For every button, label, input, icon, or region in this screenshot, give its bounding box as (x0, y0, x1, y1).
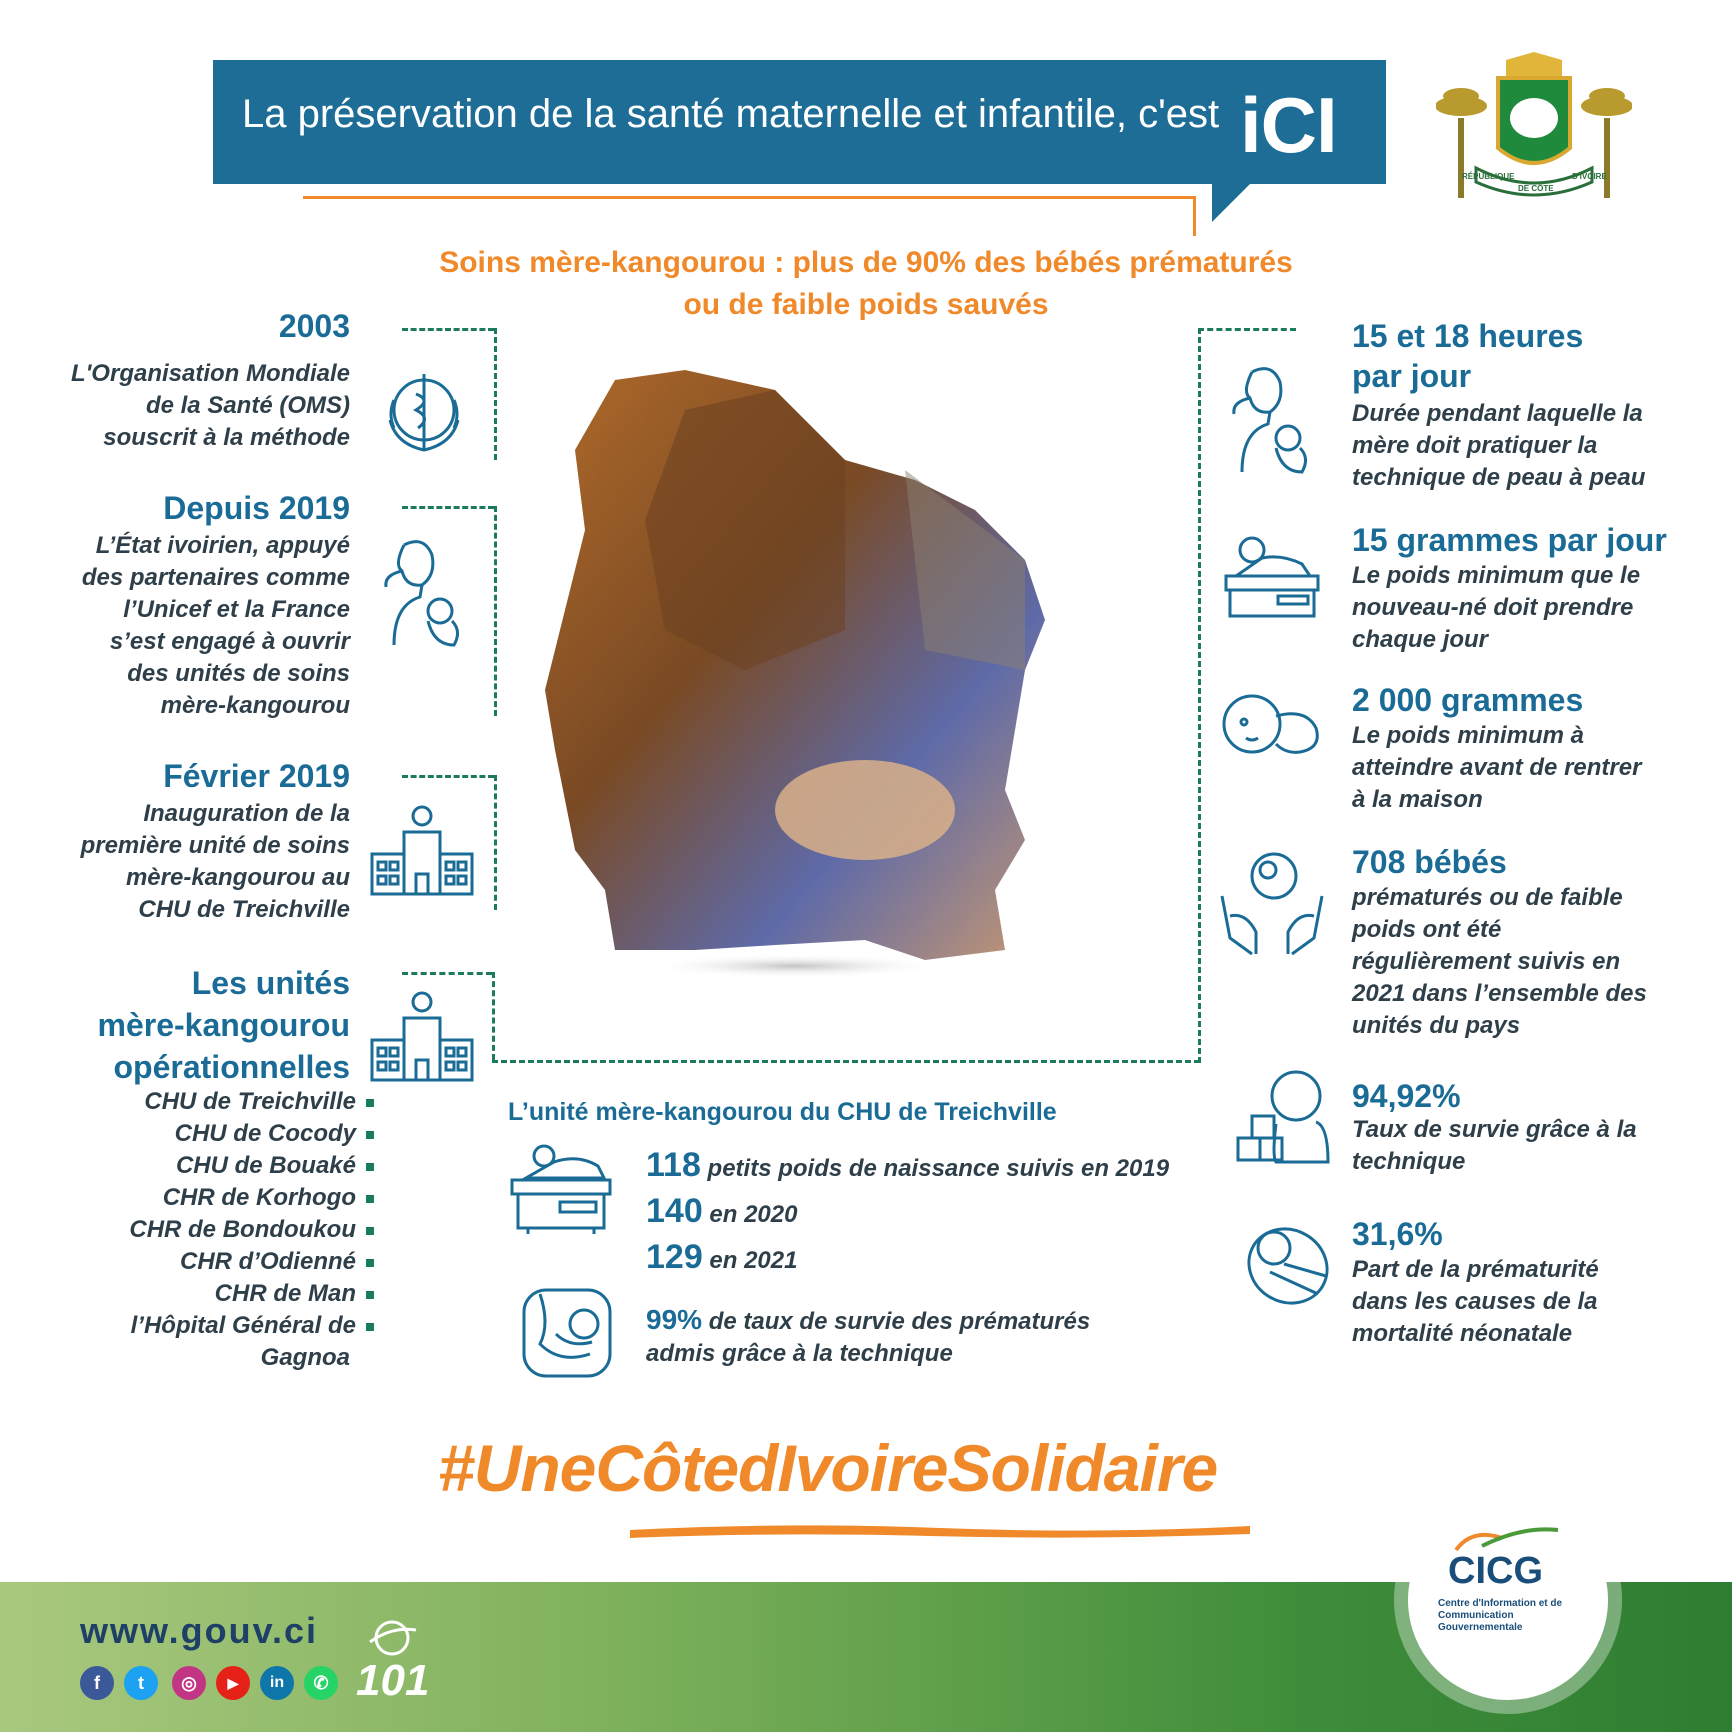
text-line: Le poids minimum que le (1352, 562, 1641, 589)
text-line: des unités de soins (127, 660, 350, 687)
right-item-title: 31,6% (1352, 1216, 1443, 1252)
units-list (40, 1086, 374, 1374)
text-line: l’Unicef et la France (123, 596, 350, 623)
survival-text: de taux de survie des prématurés (708, 1308, 1091, 1335)
text-line: Inauguration de la (143, 800, 350, 827)
left-item-title: 2003 (278, 308, 350, 344)
text-line: prématurés ou de faible (1352, 884, 1623, 911)
who-emblem-icon (376, 364, 472, 460)
hands-fetus-icon (1216, 846, 1328, 958)
right-item-title: 2 000 grammes (1352, 682, 1584, 718)
title-line: par jour (1352, 358, 1472, 394)
newborn-icon (1216, 688, 1328, 768)
stat-value: 118 (646, 1146, 701, 1184)
right-item-title: 94,92% (1352, 1078, 1461, 1114)
left-item-text (20, 530, 350, 722)
list-item: CHR d’Odienné (40, 1246, 374, 1278)
connector-line (402, 506, 494, 509)
right-item-title: 708 bébés (1352, 844, 1507, 880)
connector-line (494, 328, 497, 460)
connector-line (402, 328, 494, 331)
banner-ici: iCI (1240, 81, 1337, 169)
right-item-text (1352, 720, 1641, 816)
survival-line (646, 1304, 1090, 1338)
mother-baby-icon (374, 535, 474, 655)
list-item: l’Hôpital Général de (40, 1310, 374, 1342)
mother-baby-icon (1222, 362, 1322, 482)
text-line: mère-kangourou (160, 692, 350, 719)
connector-line (494, 775, 497, 910)
text-line: première unité de soins (80, 832, 350, 859)
text-line: souscrit à la méthode (103, 424, 350, 451)
hashtag: #UneCôtedIvoireSolidaire (438, 1431, 1218, 1505)
survival-block (646, 1304, 1090, 1370)
list-item: CHU de Treichville (40, 1086, 374, 1118)
text-line: Taux de survie grâce à la (1352, 1116, 1637, 1143)
stat-value: 140 (646, 1192, 703, 1230)
stat-text: petits poids de naissance suivis en 2019 (707, 1155, 1170, 1182)
headline (380, 242, 1352, 326)
twitter-icon[interactable]: t (124, 1666, 158, 1700)
text-line: technique (1352, 1148, 1466, 1175)
text-line: 2021 dans l’ensemble des (1352, 980, 1647, 1007)
connector-line (1198, 328, 1296, 331)
cicg-name: CICG (1448, 1550, 1543, 1592)
text-line: régulièrement suivis en (1352, 948, 1621, 975)
text-line: nouveau-né doit prendre (1352, 594, 1634, 621)
orange-rule (303, 196, 1196, 199)
emblem-text-right: D'IVOIRE (1572, 172, 1607, 181)
units-title-line: opérationnelles (113, 1049, 350, 1085)
text-line: Durée pendant laquelle la (1352, 400, 1643, 427)
banner-title: La préservation de la santé maternelle et infantile, c'est (242, 92, 1220, 136)
whatsapp-icon[interactable]: ✆ (304, 1666, 338, 1700)
list-item: CHR de Bondoukou (40, 1214, 374, 1246)
list-item: CHR de Korhogo (40, 1182, 374, 1214)
connector-line (1198, 328, 1201, 1063)
right-item-title: 15 grammes par jour (1352, 522, 1667, 558)
right-item-text (1352, 1114, 1637, 1178)
connector-line (492, 1060, 1200, 1063)
banner-tail (1212, 182, 1252, 222)
right-item-text (1352, 398, 1645, 494)
text-line: chaque jour (1352, 626, 1489, 653)
swaddled-baby-icon (1240, 1216, 1336, 1312)
list-item: CHR de Man (40, 1278, 374, 1310)
stat-row (646, 1236, 1169, 1282)
youtube-icon[interactable]: ▶ (216, 1666, 250, 1700)
text-line: des partenaires comme (81, 564, 350, 591)
connector-line (402, 972, 492, 975)
units-title-line: mère-kangourou (97, 1007, 350, 1043)
headline-line-1: Soins mère-kangourou : plus de 90% des bébés prématurés (439, 246, 1293, 279)
stat-row (646, 1190, 1169, 1236)
mother-baby-photo (545, 370, 1145, 980)
emblem-text-mid: DE CÔTE (1518, 184, 1554, 193)
text-line: unités du pays (1352, 1012, 1521, 1039)
headline-line-2: ou de faible poids sauvés (683, 288, 1049, 321)
survival-value: 99% (646, 1304, 703, 1335)
text-line: de la Santé (OMS) (145, 392, 350, 419)
cicg-subtitle: Centre d'Information et de Communication Gouvernementale (1438, 1598, 1563, 1633)
hospital-icon (368, 990, 478, 1082)
hospital-icon (368, 804, 478, 896)
units-title (80, 962, 350, 1088)
treichville-title: L’unité mère-kangourou du CHU de Treichville (508, 1098, 1057, 1126)
list-item: Gagnoa (260, 1344, 350, 1371)
globe-icon (366, 1616, 420, 1660)
connector-line (492, 972, 495, 1060)
text-line: mortalité néonatale (1352, 1320, 1573, 1347)
left-item-text (20, 798, 350, 926)
stat-text: en 2020 (709, 1201, 798, 1228)
text-line: Le poids minimum à (1352, 722, 1585, 749)
text-line: atteindre avant de rentrer (1352, 754, 1642, 781)
list-item: CHU de Cocody (40, 1118, 374, 1150)
treichville-stats (646, 1144, 1169, 1282)
text-line: à la maison (1352, 786, 1483, 813)
left-item-text (20, 358, 350, 454)
text-line: mère doit pratiquer la (1352, 432, 1598, 459)
stat-value: 129 (646, 1238, 703, 1276)
text-line: L’État ivoirien, appuyé (95, 532, 350, 559)
text-line: CHU de Treichville (138, 896, 350, 923)
breastfeeding-icon (520, 1284, 614, 1380)
text-line: s’est engagé à ouvrir (109, 628, 350, 655)
right-item-text (1352, 560, 1640, 656)
website-link[interactable]: www.gouv.ci (80, 1610, 319, 1651)
text-line: technique de peau à peau (1352, 464, 1646, 491)
right-item-title (1352, 316, 1583, 396)
linkedin-icon[interactable]: in (260, 1666, 294, 1700)
hotline-number: 101 (356, 1656, 430, 1705)
title-line: 15 et 18 heures (1352, 318, 1584, 354)
list-item: CHU de Bouaké (40, 1150, 374, 1182)
left-item-title: Février 2019 (163, 758, 350, 794)
right-item-text (1352, 882, 1647, 1042)
orange-rule-vertical (1193, 196, 1196, 236)
stat-text: en 2021 (709, 1247, 798, 1274)
text-line: poids ont été (1352, 916, 1502, 943)
right-item-text (1352, 1254, 1599, 1350)
left-item-title: Depuis 2019 (163, 490, 350, 526)
stat-row (646, 1144, 1169, 1190)
units-title-line: Les unités (191, 965, 350, 1001)
survival-line: admis grâce à la technique (646, 1340, 953, 1367)
text-line: L'Organisation Mondiale (70, 360, 350, 387)
text-line: mère-kangourou au (125, 864, 350, 891)
connector-line (402, 775, 494, 778)
baby-scale-icon (508, 1140, 614, 1236)
connector-line (494, 506, 497, 716)
emblem-text-left: RÉPUBLIQUE (1462, 172, 1515, 181)
facebook-icon[interactable]: f (80, 1666, 114, 1700)
brush-underline (630, 1520, 1250, 1540)
baby-scale-icon (1222, 528, 1322, 624)
instagram-icon[interactable]: ◎ (172, 1666, 206, 1700)
text-line: dans les causes de la (1352, 1288, 1598, 1315)
text-line: Part de la prématurité (1352, 1256, 1599, 1283)
child-blocks-icon (1232, 1066, 1336, 1166)
